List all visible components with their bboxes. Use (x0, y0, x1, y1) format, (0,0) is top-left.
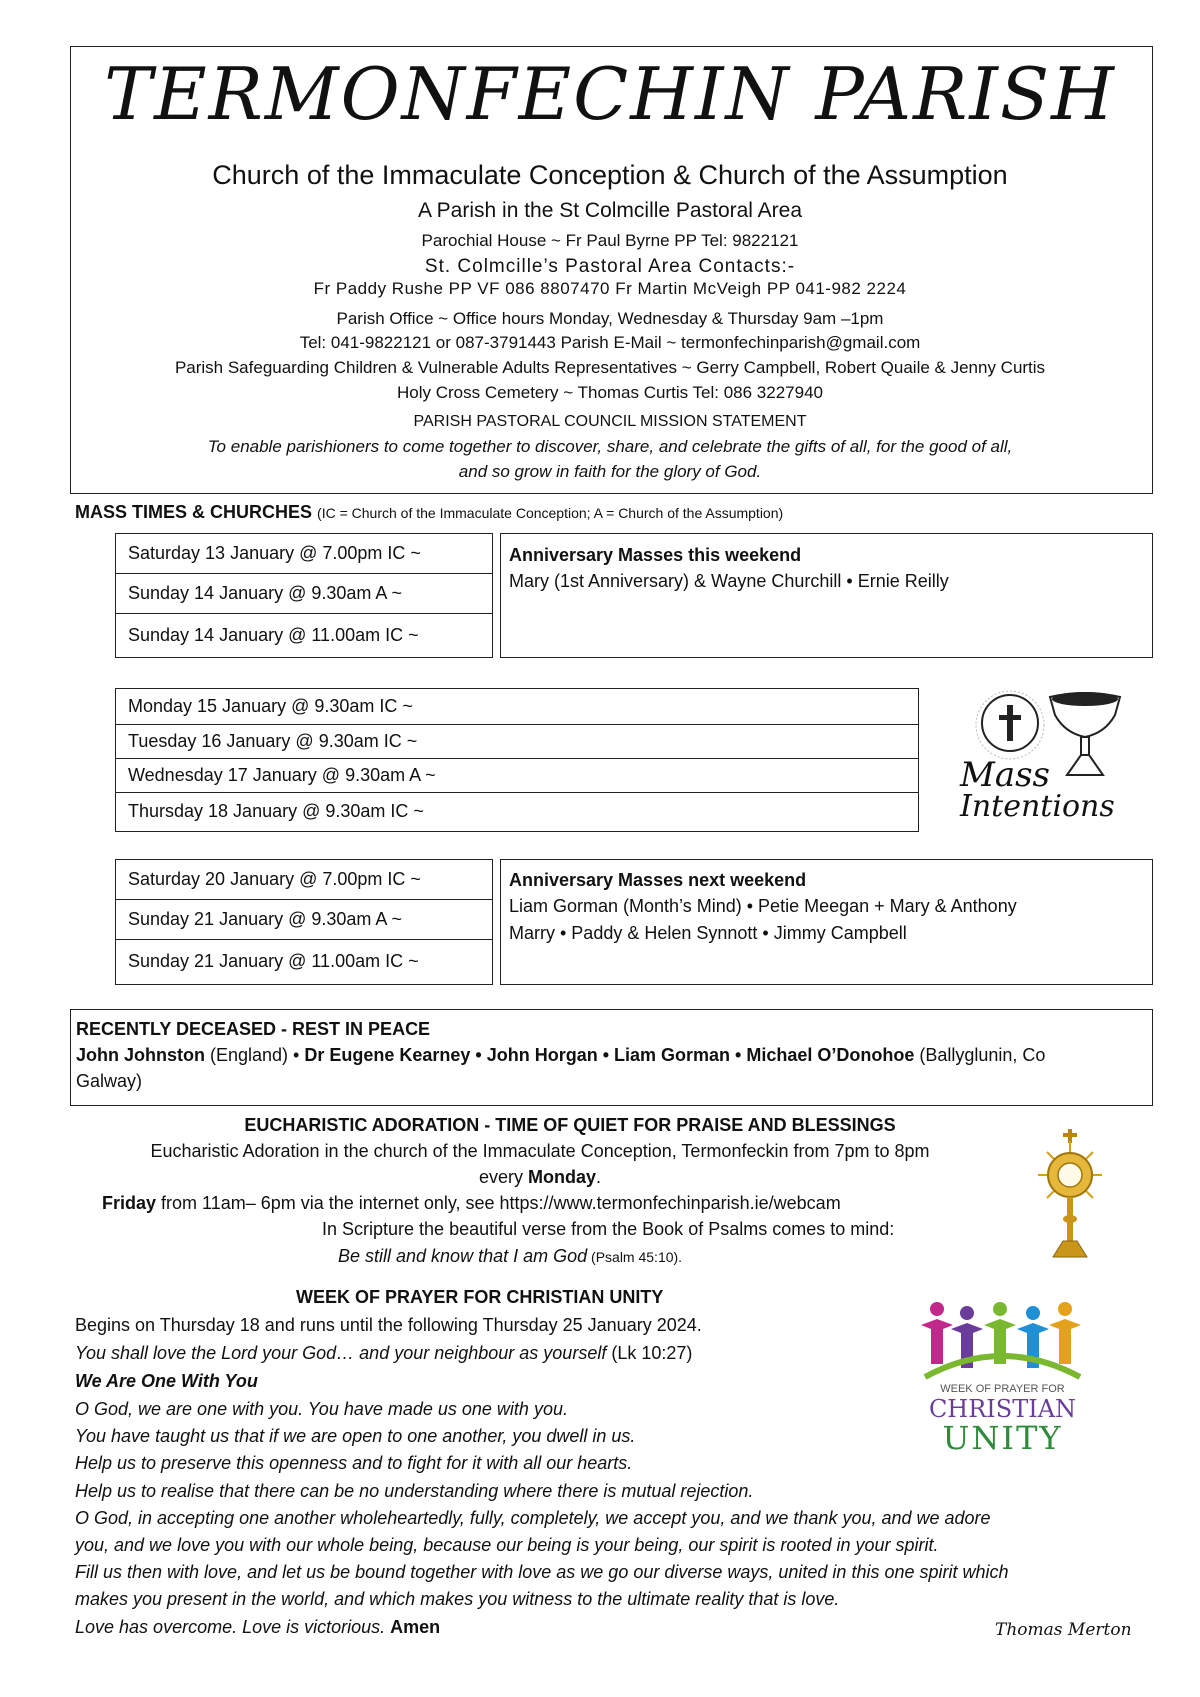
person-figure (921, 1302, 953, 1364)
text: Monday (528, 1167, 597, 1187)
weekend2-schedule (115, 859, 493, 985)
adoration-line1: Eucharistic Adoration in the church of the Immaculate Conception, Termonfeckin from 7pm to 8pm (150, 1141, 930, 1161)
prayer-line: Help us to preserve this openness and to fight for it with all our hearts. (75, 1453, 633, 1473)
mass-times-title: MASS TIMES & CHURCHES (75, 502, 313, 522)
deceased-name: John Johnston (76, 1045, 205, 1065)
anniversary-this-heading: Anniversary Masses this weekend (509, 545, 802, 565)
deceased-place: (England) • (205, 1045, 305, 1065)
mass-intentions-logo (955, 675, 1125, 835)
adoration-heading: EUCHARISTIC ADORATION - TIME OF QUIET FOR PRAISE AND BLESSINGS (244, 1115, 896, 1135)
weekday-schedule (115, 688, 919, 832)
safeguarding: Parish Safeguarding Children & Vulnerable Adults Representatives ~ Gerry Campbell, Robert Quaile & Jenny Curtis (174, 358, 1046, 377)
anniversary-this-text: Mary (1st Anniversary) & Wayne Churchill • Ernie Reilly (509, 571, 949, 591)
subtitle: Church of the Immaculate Conception & Church of the Assumption (212, 160, 1008, 190)
schedule-row: Monday 15 January @ 9.30am IC ~ (116, 689, 918, 725)
schedule-row: Saturday 20 January @ 7.00pm IC ~ (116, 860, 492, 900)
anniversary-next-line2: Marry • Paddy & Helen Synnott • Jimmy Campbell (509, 923, 907, 943)
deceased-place-cont: Galway) (76, 1071, 143, 1091)
people-icon (915, 1295, 1090, 1380)
telephone-email: Tel: 041-9822121 or 087-3791443 Parish E-Mail ~ termonfechinparish@gmail.com (299, 333, 921, 352)
prayer-line: Help us to realise that there can be no understanding where there is mutual rejection. (75, 1481, 754, 1501)
text: every (478, 1167, 528, 1187)
cemetery: Holy Cross Cemetery ~ Thomas Curtis Tel: 086 3227940 (397, 383, 823, 402)
text: Love has overcome. Love is victorious. (75, 1617, 391, 1637)
prayer-line: you, and we love you with our whole being, because our being is your being, our spirit is rooted in your spirit. (75, 1535, 939, 1555)
prayer-line: You have taught us that if we are open to one another, you dwell in us. (75, 1426, 636, 1446)
adoration-line2 (40, 1167, 1040, 1188)
mission-heading: PARISH PASTORAL COUNCIL MISSION STATEMENT (413, 413, 807, 430)
text: . (596, 1167, 602, 1187)
amen: Amen (390, 1617, 441, 1637)
prayer-line-final (75, 1617, 440, 1638)
pastoral-area: A Parish in the St Colmcille Pastoral Area (417, 199, 802, 222)
schedule-row: Sunday 14 January @ 11.00am IC ~ (128, 624, 419, 645)
deceased-names (76, 1045, 1045, 1066)
unity-line2 (75, 1343, 692, 1364)
mass-times-note: (IC = Church of the Immaculate Conception; A = Church of the Assumption) (317, 505, 784, 521)
parish-title: TERMONFECHIN PARISH (104, 52, 1116, 136)
unity-logo-line2: CHRISTIAN (928, 1395, 1077, 1423)
schedule-row: Tuesday 16 January @ 9.30am IC ~ (116, 725, 918, 759)
adoration-line4: In Scripture the beautiful verse from the Book of Psalms comes to mind: (322, 1219, 895, 1239)
prayer-line: O God, in accepting one another wholeheartedly, fully, completely, we accept you, and we thank you, and we adore (75, 1508, 991, 1528)
mass-intentions-line1: Mass (960, 755, 1050, 795)
schedule-row: Thursday 18 January @ 9.30am IC ~ (128, 801, 424, 821)
schedule-row: Sunday 14 January @ 9.30am A ~ (116, 574, 492, 614)
prayer-line: O God, we are one with you. You have made us one with you. (75, 1399, 568, 1419)
adoration-line3 (102, 1193, 841, 1214)
mission-line-2: and so grow in faith for the glory of God. (458, 462, 762, 481)
anniversary-next-heading: Anniversary Masses next weekend (509, 870, 807, 890)
text: Be still and know that I am God (338, 1246, 588, 1266)
text: (Lk 10:27) (606, 1343, 693, 1363)
text: You shall love the Lord your God… and your neighbour as yourself (75, 1343, 607, 1363)
anniversary-next-box (500, 859, 1153, 985)
parochial-house: Parochial House ~ Fr Paul Byrne PP Tel: 9822121 (421, 231, 799, 250)
schedule-row: Sunday 21 January @ 9.30am A ~ (116, 900, 492, 940)
prayer-title: We Are One With You (75, 1371, 258, 1391)
anniversary-this-box (500, 533, 1153, 658)
person-figure (1049, 1302, 1081, 1364)
unity-line1: Begins on Thursday 18 and runs until the following Thursday 25 January 2024. (75, 1315, 702, 1335)
parish-office: Parish Office ~ Office hours Monday, Wednesday & Thursday 9am –1pm (336, 309, 884, 328)
unity-heading: WEEK OF PRAYER FOR CHRISTIAN UNITY (296, 1287, 664, 1307)
text: (Psalm 45:10). (587, 1249, 683, 1265)
schedule-row: Sunday 21 January @ 11.00am IC ~ (128, 951, 419, 971)
weekend1-schedule (115, 533, 493, 658)
schedule-row: Wednesday 17 January @ 9.30am A ~ (116, 759, 918, 793)
deceased-place: (Ballyglunin, Co (914, 1045, 1046, 1065)
monstrance-icon (1035, 1127, 1105, 1262)
webcam-link-text: from 11am– 6pm via the internet only, see https://www.termonfechinparish.ie/webcam (156, 1193, 841, 1213)
contacts-heading: St. Colmcille’s Pastoral Area Contacts:- (424, 256, 796, 277)
unity-logo-line1: WEEK OF PRAYER FOR (940, 1383, 1065, 1395)
anniversary-next-line1: Liam Gorman (Month’s Mind) • Petie Meegan + Mary & Anthony (509, 896, 1017, 916)
prayer-line: Fill us then with love, and let us be bound together with love as we go our diverse ways, united in this one spirit which (75, 1562, 1009, 1582)
mass-intentions-line2: Intentions (960, 789, 1115, 824)
deceased-heading: RECENTLY DECEASED - REST IN PEACE (76, 1019, 431, 1039)
prayer-line: makes you present in the world, and which makes you witness to the ultimate reality that is love. (75, 1589, 840, 1609)
deceased-name: Dr Eugene Kearney • John Horgan • Liam Gorman • Michael O’Donohoe (304, 1045, 915, 1065)
unity-logo-line3: UNITY (942, 1419, 1063, 1457)
schedule-row: Saturday 13 January @ 7.00pm IC ~ (116, 534, 492, 574)
contacts: Fr Paddy Rushe PP VF 086 8807470 Fr Martin McVeigh PP 041-982 2224 (313, 279, 907, 298)
adoration-line5 (338, 1246, 682, 1267)
prayer-author: Thomas Merton (995, 1620, 1132, 1640)
mass-times-heading (75, 502, 783, 523)
deceased-box (70, 1009, 1153, 1106)
mission-line-1: To enable parishioners to come together to discover, share, and celebrate the gifts of all, for the good of all, (207, 437, 1013, 456)
text: Friday (102, 1193, 157, 1213)
christian-unity-logo (915, 1295, 1090, 1455)
